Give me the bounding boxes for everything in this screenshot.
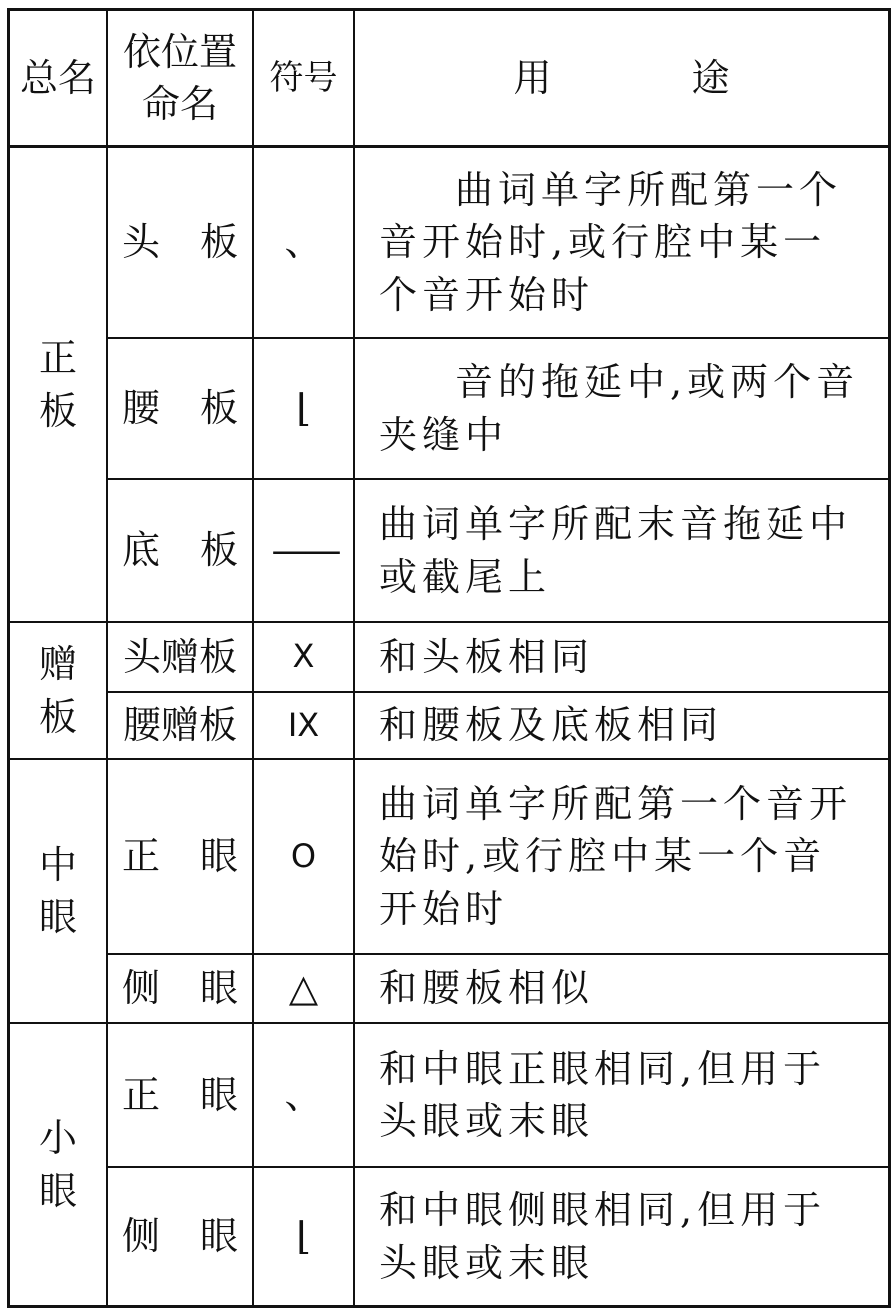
position-char: 眼 bbox=[199, 1214, 238, 1259]
group-name-char: 眼 bbox=[38, 1168, 77, 1213]
group-name-char: 板 bbox=[38, 388, 77, 433]
position-char: 眼 bbox=[199, 834, 238, 879]
position-char: 板 bbox=[199, 386, 238, 431]
usage-cell bbox=[355, 693, 888, 758]
symbol-cell bbox=[254, 693, 353, 758]
position-char: 侧 bbox=[122, 1214, 161, 1259]
usage-cell bbox=[355, 623, 888, 691]
position-cell bbox=[108, 339, 252, 478]
usage-cell bbox=[355, 1168, 888, 1305]
position-cell bbox=[108, 623, 252, 691]
group-name-char: 小 bbox=[38, 1116, 77, 1161]
symbol-mark: △ bbox=[288, 966, 319, 1011]
header-usage-a: 用 bbox=[513, 55, 552, 100]
group-zhongyan bbox=[10, 760, 106, 1022]
position-char: 侧 bbox=[122, 966, 161, 1011]
symbol-mark: ⌊ bbox=[296, 1214, 311, 1259]
symbol-mark: 、 bbox=[284, 1072, 323, 1117]
group-name-char: 板 bbox=[38, 694, 77, 739]
position-char: 眼 bbox=[199, 966, 238, 1011]
position-cell bbox=[108, 760, 252, 953]
symbol-mark: O bbox=[290, 836, 317, 875]
symbol-cell bbox=[254, 623, 353, 691]
position-char: 底 bbox=[122, 528, 161, 573]
symbol-cell bbox=[254, 1024, 353, 1166]
usage-text: 和腰板及底板相同 bbox=[379, 703, 724, 748]
group-zhengban bbox=[10, 148, 106, 621]
symbol-cell bbox=[254, 148, 353, 337]
header-symbol-text: 符号 bbox=[269, 57, 338, 98]
usage-text: 和中眼侧眼相同,但用于头眼或末眼 bbox=[379, 1188, 827, 1285]
group-name-char: 中 bbox=[38, 842, 77, 887]
position-char: 板 bbox=[199, 220, 238, 265]
header-position-line2: 命名 bbox=[141, 82, 218, 126]
header-total-name bbox=[10, 11, 106, 145]
position-char: 正 bbox=[122, 834, 161, 879]
header-usage-b: 途 bbox=[691, 55, 730, 100]
header-symbol bbox=[254, 11, 353, 145]
symbol-cell bbox=[254, 955, 353, 1022]
symbol-table bbox=[7, 8, 891, 1308]
symbol-mark: ⌊ bbox=[296, 386, 311, 431]
symbol-mark: 、 bbox=[284, 220, 323, 265]
symbol-cell bbox=[254, 339, 353, 478]
usage-text: 和头板相同 bbox=[379, 634, 595, 679]
position-cell bbox=[108, 693, 252, 758]
symbol-mark: —— bbox=[271, 528, 336, 573]
header-position-name bbox=[108, 11, 252, 145]
position-char: 眼 bbox=[199, 1072, 238, 1117]
position-text: 头赠板 bbox=[122, 634, 237, 679]
header-usage bbox=[355, 11, 888, 145]
position-char: 板 bbox=[199, 528, 238, 573]
symbol-cell bbox=[254, 1168, 353, 1305]
position-cell bbox=[108, 1168, 252, 1305]
symbol-cell bbox=[254, 480, 353, 621]
usage-cell bbox=[355, 339, 888, 478]
position-text: 腰赠板 bbox=[122, 703, 237, 748]
position-char: 腰 bbox=[122, 386, 161, 431]
position-char: 正 bbox=[122, 1072, 161, 1117]
position-char: 头 bbox=[122, 220, 161, 265]
usage-cell bbox=[355, 760, 888, 953]
symbol-mark: X bbox=[292, 637, 315, 676]
usage-text: 音的拖延中,或两个音夹缝中 bbox=[379, 360, 860, 457]
symbol-mark: IX bbox=[287, 705, 320, 744]
position-cell bbox=[108, 955, 252, 1022]
group-zengban bbox=[10, 623, 106, 758]
position-cell bbox=[108, 148, 252, 337]
usage-cell bbox=[355, 1024, 888, 1166]
header-position-line1: 依位置 bbox=[122, 29, 237, 74]
usage-cell bbox=[355, 148, 888, 337]
group-xiaoyan bbox=[10, 1024, 106, 1305]
usage-text: 和腰板相似 bbox=[379, 966, 595, 1011]
usage-cell bbox=[355, 480, 888, 621]
position-cell bbox=[108, 1024, 252, 1166]
symbol-cell bbox=[254, 760, 353, 953]
position-cell bbox=[108, 480, 252, 621]
header-total-name-text: 总名 bbox=[19, 55, 96, 100]
group-name-char: 赠 bbox=[38, 642, 77, 687]
usage-text: 曲词单字所配第一个音开始时,或行腔中某一个音开始时 bbox=[379, 168, 843, 317]
group-name-char: 正 bbox=[38, 336, 77, 381]
usage-cell bbox=[355, 955, 888, 1022]
usage-text: 和中眼正眼相同,但用于头眼或末眼 bbox=[379, 1046, 827, 1143]
usage-text: 曲词单字所配第一个音开始时,或行腔中某一个音开始时 bbox=[379, 782, 853, 931]
usage-text: 曲词单字所配末音拖延中或截尾上 bbox=[379, 502, 853, 599]
group-name-char: 眼 bbox=[38, 895, 77, 939]
